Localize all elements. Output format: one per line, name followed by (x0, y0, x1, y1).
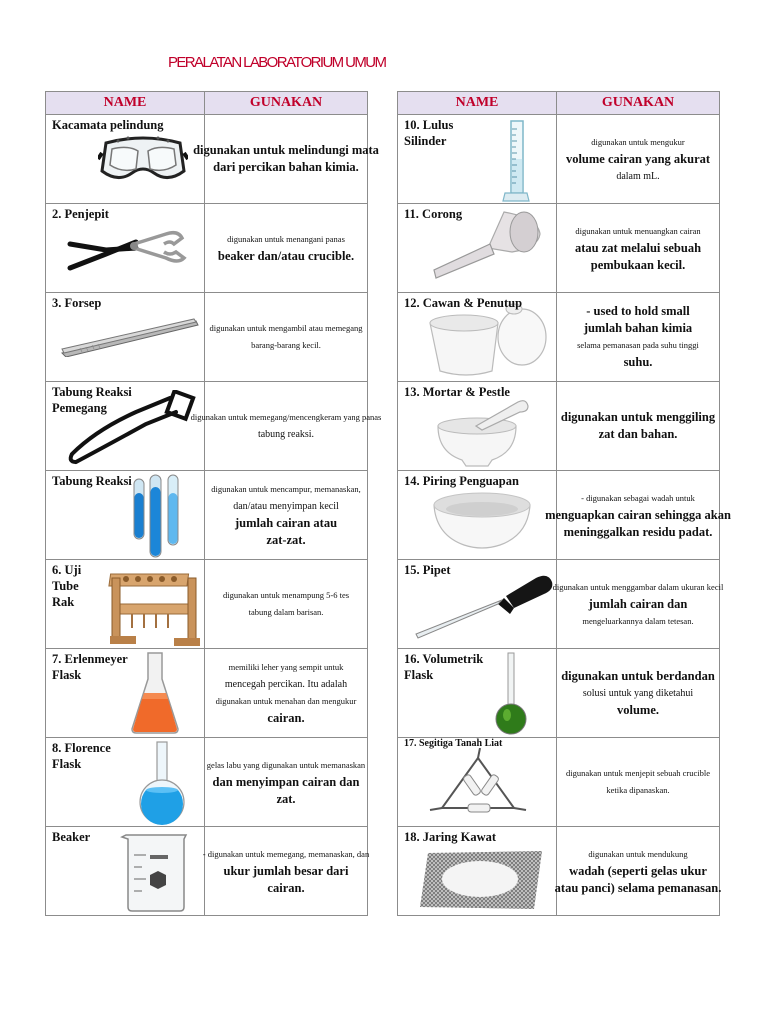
equipment-use-cell (205, 471, 368, 560)
usage-line: wadah (seperti gelas ukur (569, 863, 707, 878)
usage-line: mengeluarkannya dalam tetesan. (582, 615, 694, 626)
equipment-name: 7. Erlenmeyer Flask (52, 652, 128, 682)
usage-line: gelas labu yang digunakan untuk memanaskan (206, 759, 366, 770)
equipment-name: 11. Corong (404, 207, 463, 221)
graduated-cylinder-icon (502, 119, 530, 203)
usage-text (557, 293, 719, 381)
wire-gauze-icon (418, 849, 544, 911)
equipment-use-cell (557, 115, 720, 204)
test-tubes-icon (126, 473, 190, 559)
usage-line: dari percikan bahan kimia. (213, 160, 359, 174)
usage-text (190, 382, 382, 470)
usage-line: tabung reaksi. (257, 429, 315, 440)
equipment-use-cell (202, 827, 370, 916)
clay-triangle-icon (428, 748, 528, 822)
equipment-row (398, 471, 720, 560)
equipment-name: 14. Piring Penguapan (404, 474, 519, 488)
equipment-row (46, 471, 368, 560)
equipment-name: 6. Uji Tube Rak (52, 563, 82, 609)
equipment-name: 15. Pipet (404, 563, 451, 577)
usage-line: digunakan untuk memegang/mencengkeram yang panas (190, 412, 382, 422)
usage-line: cairan. (267, 880, 305, 895)
equipment-name: 16. Volumetrik Flask (404, 652, 484, 682)
usage-line: tabung dalam barisan. (248, 607, 324, 617)
usage-line: digunakan untuk berdandan (561, 668, 715, 683)
usage-line: ketika dipanaskan. (606, 785, 670, 795)
usage-text (205, 293, 367, 381)
equipment-name: 17. Segitiga Tanah Liat (404, 738, 503, 749)
usage-line: digunakan untuk menggiling (560, 410, 716, 424)
usage-line: digunakan untuk menangani panas (227, 234, 345, 244)
usage-line: digunakan untuk mengambil atau memegang (209, 323, 363, 333)
usage-text (554, 827, 722, 915)
equipment-name-cell (398, 649, 557, 738)
equipment-row (46, 560, 368, 649)
usage-line: volume. (616, 702, 659, 717)
usage-line: digunakan untuk menampung 5-6 tes (222, 590, 350, 600)
usage-text (545, 471, 731, 559)
equipment-name: 10. Lulus Silinder (404, 118, 454, 148)
equipment-row (46, 293, 368, 382)
usage-line: cairan. (267, 711, 305, 725)
usage-line: pembukaan kecil. (590, 257, 686, 272)
evaporating-dish-icon (430, 487, 534, 551)
equipment-table-left (45, 91, 382, 916)
equipment-use-cell (193, 115, 379, 204)
equipment-row (46, 204, 368, 293)
usage-line: digunakan untuk menahan dan mengukur (215, 696, 357, 706)
usage-line: dan/atau menyimpan kecil (233, 501, 339, 512)
usage-line: zat-zat. (266, 533, 306, 547)
equipment-name-cell (46, 382, 205, 471)
equipment-row (46, 382, 368, 471)
usage-line: memiliki leher yang sempit untuk (228, 662, 344, 672)
equipment-use-cell (205, 738, 368, 827)
usage-text (557, 382, 719, 470)
usage-line: digunakan untuk menggambar dalam ukuran kecil (552, 581, 724, 592)
usage-line: suhu. (623, 355, 653, 369)
usage-line: - digunakan untuk memegang, memanaskan, dan (202, 848, 370, 859)
equipment-name: Tabung Reaksi (52, 474, 132, 488)
usage-line: meninggalkan residu padat. (563, 524, 713, 539)
equipment-name: Kacamata pelindung (52, 118, 164, 132)
usage-line: jumlah cairan atau (234, 516, 338, 530)
usage-line: menguapkan cairan sehingga akan (545, 507, 731, 522)
equipment-name: 8. Florence Flask (52, 741, 111, 771)
equipment-name-cell (46, 738, 205, 827)
usage-line: dalam mL. (616, 170, 660, 182)
equipment-row (46, 827, 368, 916)
mortar-pestle-icon (432, 396, 532, 468)
equipment-use-cell (557, 382, 720, 471)
equipment-name-cell (398, 293, 557, 382)
equipment-name-cell (398, 560, 557, 649)
equipment-use-cell (205, 560, 368, 649)
usage-line: dan menyimpan cairan dan (212, 774, 360, 789)
usage-line: selama pemanasan pada suhu tinggi (577, 340, 699, 350)
equipment-use-cell (205, 649, 368, 738)
equipment-name-cell (46, 115, 205, 204)
usage-line: digunakan untuk mengukur (591, 136, 685, 147)
equipment-use-cell (557, 649, 720, 738)
equipment-name-cell (398, 827, 557, 916)
usage-text (205, 204, 367, 292)
beaker-icon (120, 831, 192, 913)
usage-text (205, 471, 367, 559)
equipment-name: 18. Jaring Kawat (404, 830, 497, 844)
usage-text (205, 560, 367, 648)
equipment-name: Beaker (52, 830, 91, 844)
equipment-use-cell (557, 738, 720, 827)
usage-line: atau panci) selama pemanasan. (554, 880, 722, 895)
equipment-row (398, 827, 720, 916)
equipment-name: 13. Mortar & Pestle (404, 385, 510, 399)
equipment-table-right (397, 91, 731, 916)
equipment-row (398, 293, 720, 382)
equipment-name: 12. Cawan & Penutup (404, 296, 523, 310)
usage-line: jumlah bahan kimia (583, 321, 693, 335)
name-header: NAME (398, 92, 557, 115)
safety-goggles-icon (98, 131, 188, 191)
usage-text (202, 827, 370, 915)
equipment-name-cell (398, 471, 557, 560)
name-header: NAME (46, 92, 205, 115)
equipment-name-cell (398, 382, 557, 471)
equipment-name-cell (398, 115, 557, 204)
equipment-use-cell (557, 293, 720, 382)
equipment-row (398, 738, 720, 827)
usage-text (205, 649, 367, 737)
usage-text (557, 204, 719, 292)
usage-text (557, 738, 719, 826)
usage-text (205, 738, 367, 826)
pipette-icon (408, 568, 554, 644)
equipment-name-cell (46, 649, 205, 738)
equipment-name-cell (46, 560, 205, 649)
equipment-row (398, 649, 720, 738)
equipment-name: Tabung Reaksi Pemegang (52, 385, 132, 415)
equipment-name: 3. Forsep (52, 296, 102, 310)
usage-line: digunakan untuk menjepit sebuah crucible (566, 768, 710, 778)
equipment-name: 2. Penjepit (52, 207, 109, 221)
usage-text (552, 560, 724, 648)
usage-line: beaker dan/atau crucible. (217, 249, 355, 263)
equipment-use-cell (557, 204, 720, 293)
equipment-use-cell (190, 382, 382, 471)
crucible-tongs-icon (66, 218, 196, 278)
equipment-name-cell (46, 293, 205, 382)
equipment-use-cell (554, 827, 722, 916)
page-title: PERALATAN LABORATORIUM UMUM (168, 54, 386, 71)
equipment-row (398, 204, 720, 293)
usage-line: digunakan untuk menuangkan cairan (575, 225, 701, 236)
equipment-name-cell (46, 827, 205, 916)
usage-line: volume cairan yang akurat (565, 151, 711, 166)
equipment-row (398, 560, 720, 649)
equipment-row (46, 738, 368, 827)
equipment-row (398, 115, 720, 204)
usage-line: - digunakan sebagai wadah untuk (581, 492, 695, 503)
florence-flask-icon (138, 740, 186, 826)
erlenmeyer-flask-icon (130, 651, 180, 735)
equipment-row (46, 115, 368, 204)
usage-line: digunakan untuk mendukung (588, 848, 688, 859)
forceps-icon (60, 317, 200, 357)
usage-line: - used to hold small (586, 304, 690, 318)
usage-line: atau zat melalui sebuah (574, 240, 702, 255)
use-header: GUNAKAN (205, 92, 368, 115)
equipment-name-cell (46, 204, 205, 293)
use-header: GUNAKAN (557, 92, 720, 115)
volumetric-flask-icon (494, 651, 528, 737)
usage-line: zat. (276, 791, 296, 806)
usage-line: digunakan untuk melindungi mata (193, 143, 379, 157)
equipment-row (46, 649, 368, 738)
equipment-use-cell (545, 471, 731, 560)
usage-line: jumlah cairan dan (588, 596, 688, 611)
usage-line: zat dan bahan. (598, 427, 678, 441)
usage-text (557, 649, 719, 737)
equipment-use-cell (205, 204, 368, 293)
equipment-use-cell (205, 293, 368, 382)
usage-text (193, 115, 379, 203)
test-tube-rack-icon (108, 564, 202, 648)
usage-line: digunakan untuk mencampur, memanaskan, (211, 484, 361, 494)
equipment-row (398, 382, 720, 471)
equipment-name-cell (398, 738, 557, 827)
usage-text (557, 115, 719, 203)
usage-line: mencegah percikan. Itu adalah (224, 679, 348, 690)
equipment-use-cell (552, 560, 724, 649)
usage-line: solusi untuk yang diketahui (582, 687, 694, 699)
equipment-name-cell (46, 471, 205, 560)
usage-line: ukur jumlah besar dari (223, 863, 349, 878)
crucible-and-cover-icon (426, 301, 550, 381)
equipment-name-cell (398, 204, 557, 293)
usage-line: barang-barang kecil. (251, 340, 321, 350)
